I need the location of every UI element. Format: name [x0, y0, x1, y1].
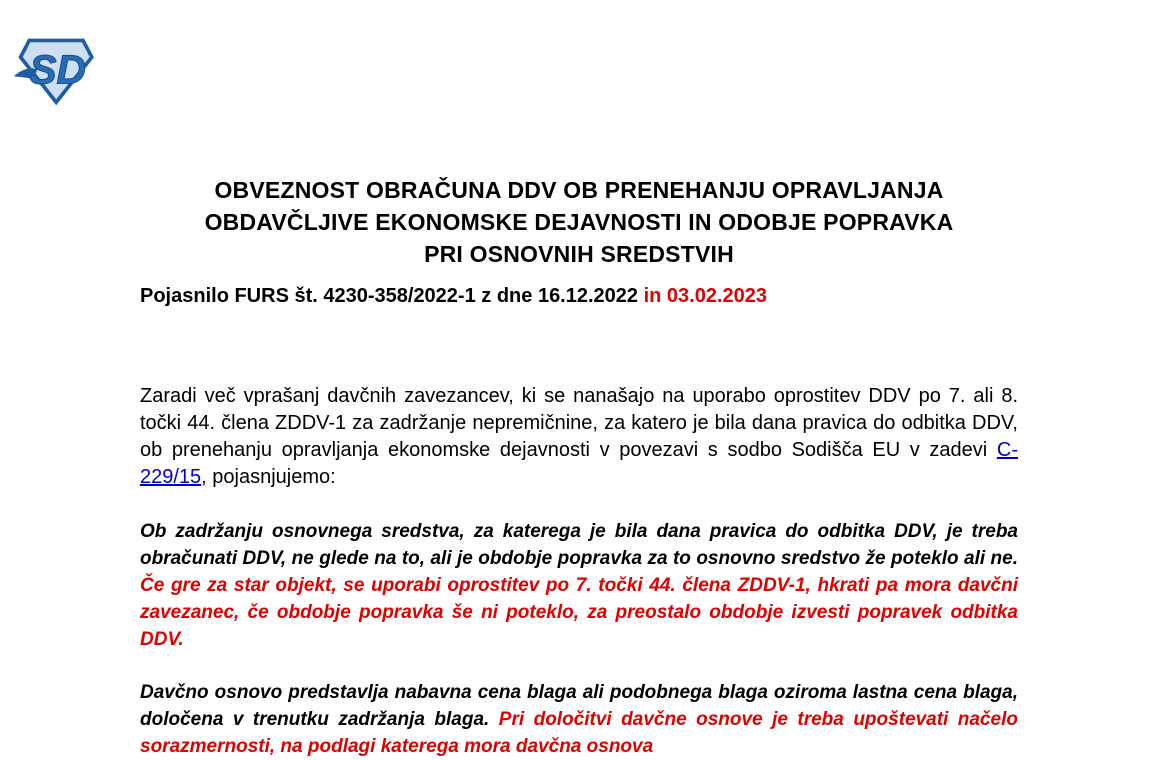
paragraph-tax-base [140, 679, 1018, 760]
title-line-3: PRI OSNOVNIH SREDSTVIH [424, 241, 734, 268]
title-line-1: OBVEZNOST OBRAČUNA DDV OB PRENEHANJU OPRAVLJANJA [214, 177, 944, 204]
document-subtitle [140, 283, 1018, 310]
tax-base-red-text: Pri določitvi davčne osnove je treba upoštevati načelo sorazmernosti, na podlagi katerega mora davčna osnova [140, 709, 1018, 757]
subtitle-amendment-date: in 03.02.2023 [643, 285, 768, 307]
summary-black-text: Ob zadržanju osnovnega sredstva, za katerega je bila dana pravica do odbitka DDV, je treba obračunati DDV, ne glede na to, ali je obdobje popravka za to osnovno sredstvo že poteklo ali ne. [140, 521, 1018, 569]
intro-text-before-link: Zaradi več vprašanj davčnih zavezancev, ki se nanašajo na uporabo oprostitev DDV po 7. ali 8. točki 44. člena ZDDV-1 za zadržanje nepremičnine, za katero je bila dana pravica do odbitka DDV, ob prenehanju opravljanja ekonomske dejavnosti v povezavi s sodbo Sodišča EU v zadevi [140, 385, 1018, 461]
title-line-2: OBDAVČLJIVE EKONOMSKE DEJAVNOSTI IN ODOBJE POPRAVKA [204, 209, 954, 236]
logo-text: SD [29, 46, 86, 93]
document-title [140, 174, 1018, 270]
paragraph-intro [140, 383, 1018, 491]
tax-base-black-text: Davčno osnovo predstavlja nabavna cena blaga ali podobnega blaga oziroma lastna cena blaga, določena v trenutku zadržanja blaga. [140, 682, 1018, 730]
paragraph-summary [140, 518, 1018, 653]
sd-diamond-shield-icon [14, 35, 94, 107]
intro-text-after-link: , pojasnjujemo: [201, 466, 336, 488]
subtitle-reference: Pojasnilo FURS št. 4230-358/2022-1 z dne 16.12.2022 [140, 285, 644, 307]
summary-red-text: Če gre za star objekt, se uporabi oprostitev po 7. točki 44. člena ZDDV-1, hkrati pa mora davčni zavezanec, če obdobje popravka še ni poteklo, za preostalo obdobje izvesti popravek odbitka DDV. [140, 575, 1018, 650]
sd-logo [14, 35, 94, 107]
case-link[interactable]: C-229/15 [140, 439, 1018, 488]
